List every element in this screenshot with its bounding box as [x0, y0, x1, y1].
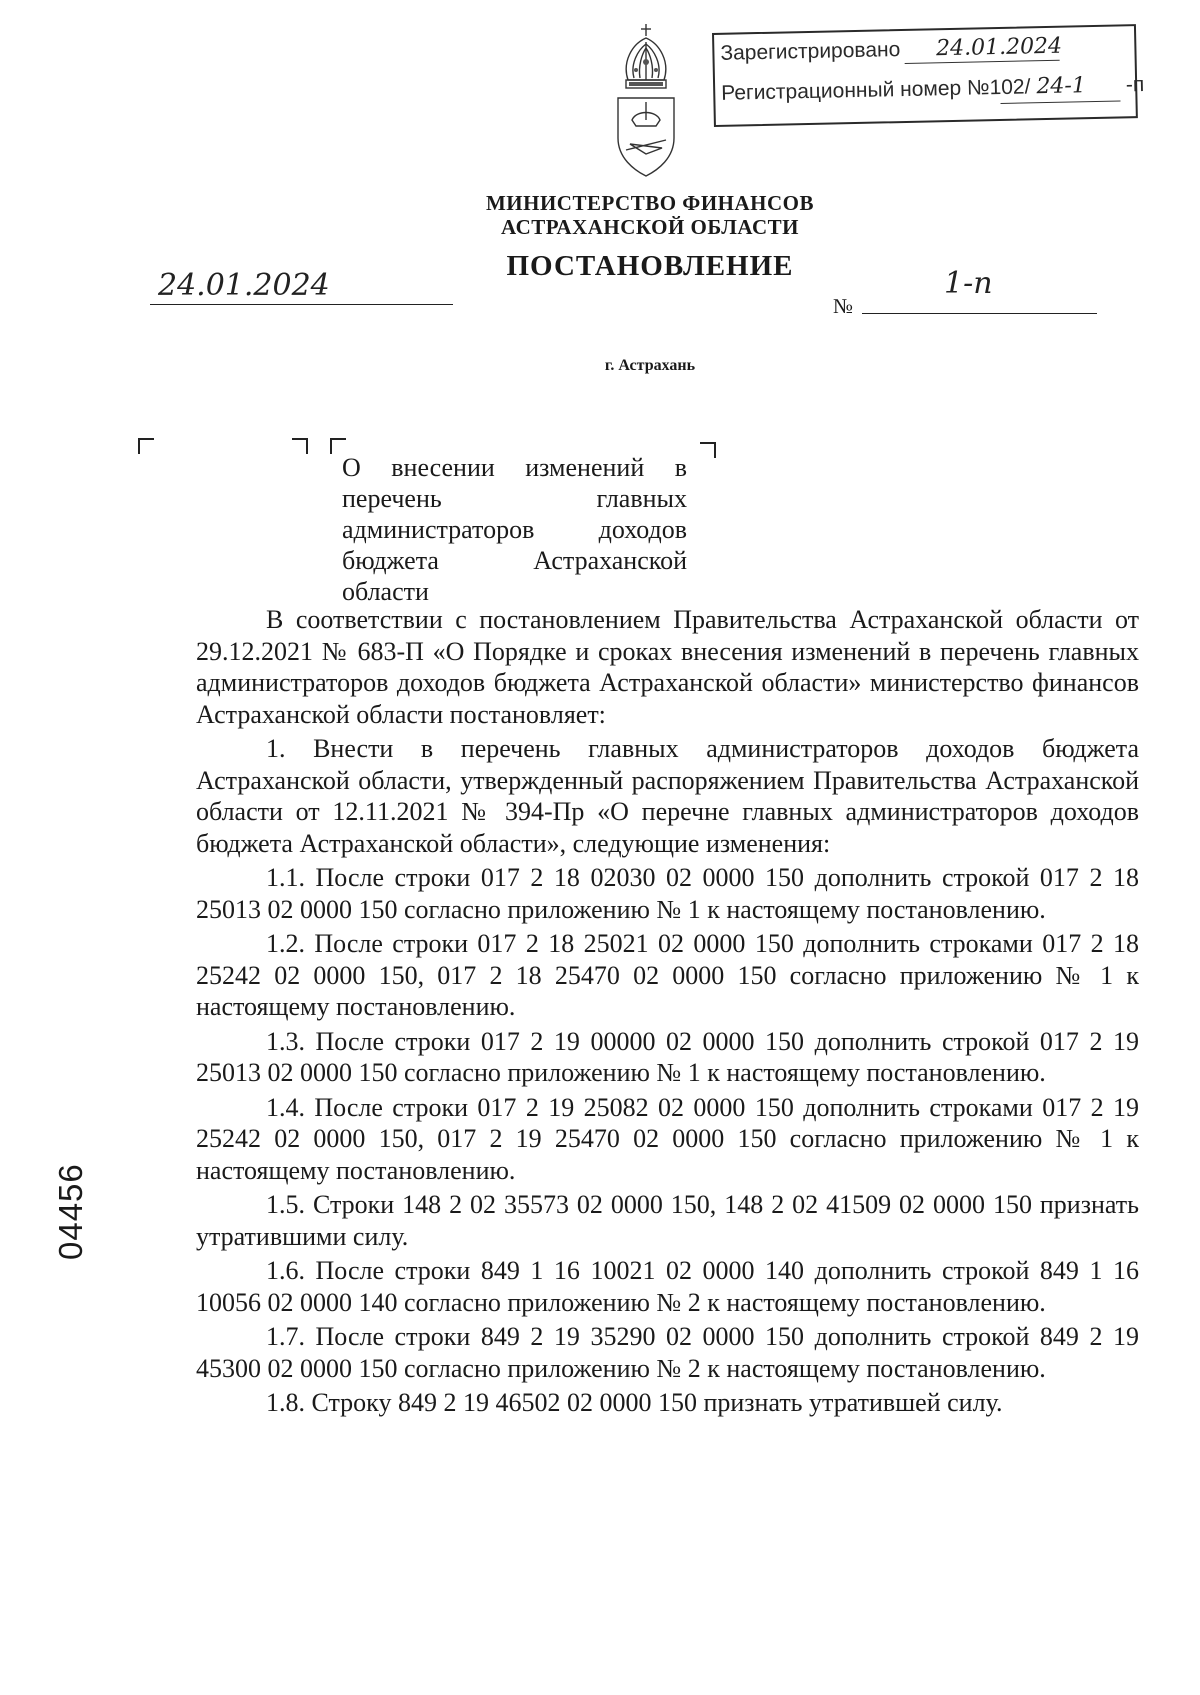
number-underline: [862, 313, 1097, 314]
stamp-reg-number-suffix: -п: [1125, 72, 1145, 97]
paragraph-item-1-8: 1.8. Строку 849 2 19 46502 02 0000 150 признать утратившей силу.: [266, 1388, 1003, 1417]
paragraph-item-1-6: 1.6. После строки 849 1 16 10021 02 0000 140 дополнить строкой 849 1 16 10056 02 0000 140 согласно приложению № 2 к настоящему постановлению.: [196, 1256, 1139, 1317]
city-label: г. Астрахань: [604, 357, 696, 374]
corner-bracket-top-left: [138, 438, 154, 454]
side-archive-number: 04456: [52, 1163, 89, 1260]
registration-stamp: [712, 24, 1145, 127]
stamp-reg-number: 24-1: [1036, 73, 1087, 100]
document-title: ПОСТАНОВЛЕНИЕ: [506, 250, 794, 282]
stamp-reg-number-label: Регистрационный номер №102/: [721, 75, 1031, 105]
number-sign: №: [833, 294, 854, 318]
corner-bracket-top-right: [292, 438, 308, 454]
ministry-name-line1: МИНИСТЕРСТВО ФИНАНСОВ: [485, 191, 815, 215]
paragraph-item-1: 1. Внести в перечень главных администраторов доходов бюджета Астраханской области, утвержденный распоряжением Правительства Астраханской области от 12.11.2021 № 394-Пр «О перечне главных администраторов доходов бюджета Астраханской области», следующие изменения:: [196, 734, 1139, 858]
paragraph-item-1-5: 1.5. Строки 148 2 02 35573 02 0000 150, 148 2 02 41509 02 0000 150 признать утратившими силу.: [196, 1190, 1139, 1251]
stamp-registered-date: 24.01.2024: [935, 33, 1063, 62]
document-number: 1-п: [944, 266, 993, 301]
paragraph-item-1-7: 1.7. После строки 849 2 19 35290 02 0000 150 дополнить строкой 849 2 19 45300 02 0000 150 согласно приложению № 2 к настоящему постановлению.: [196, 1322, 1139, 1383]
document-body: [196, 604, 1139, 1419]
paragraph-item-1-3: 1.3. После строки 017 2 19 00000 02 0000 150 дополнить строкой 017 2 19 25013 02 0000 150 согласно приложению № 1 к настоящему постановлению.: [196, 1026, 1139, 1087]
stamp-registered-label: Зарегистрировано: [720, 38, 901, 65]
ministry-name-line2: АСТРАХАНСКОЙ ОБЛАСТИ: [500, 215, 800, 239]
coat-of-arms-emblem: [606, 22, 686, 184]
document-date: 24.01.2024: [158, 268, 330, 303]
paragraph-item-1-1: 1.1. После строки 017 2 18 02030 02 0000 150 дополнить строкой 017 2 18 25013 02 0000 150 согласно приложению № 1 к настоящему постановлению.: [196, 863, 1139, 924]
paragraph-item-1-4: 1.4. После строки 017 2 19 25082 02 0000 150 дополнить строками 017 2 19 25242 02 0000 150, 017 2 19 25470 02 0000 150 согласно приложению № 1 к настоящему постановлению.: [196, 1092, 1139, 1185]
paragraph-item-1-2: 1.2. После строки 017 2 18 25021 02 0000 150 дополнить строками 017 2 18 25242 02 0000 150, 017 2 18 25470 02 0000 150 согласно приложению № 1 к настоящему постановлению.: [196, 929, 1139, 1021]
stamp-number-underline: [1001, 100, 1121, 104]
document-subject: О внесении изменений в перечень главных администраторов доходов бюджета Астраханской области: [342, 453, 687, 606]
corner-bracket-subject-right: [700, 442, 716, 458]
paragraph-preamble: В соответствии с постановлением Правительства Астраханской области от 29.12.2021 № 683-П «О Порядке и сроках внесения изменений в перечень главных администраторов доходов бюджета Астраханской области» министерство финансов Астраханской области постановляет:: [196, 605, 1139, 729]
date-underline: [150, 304, 453, 305]
